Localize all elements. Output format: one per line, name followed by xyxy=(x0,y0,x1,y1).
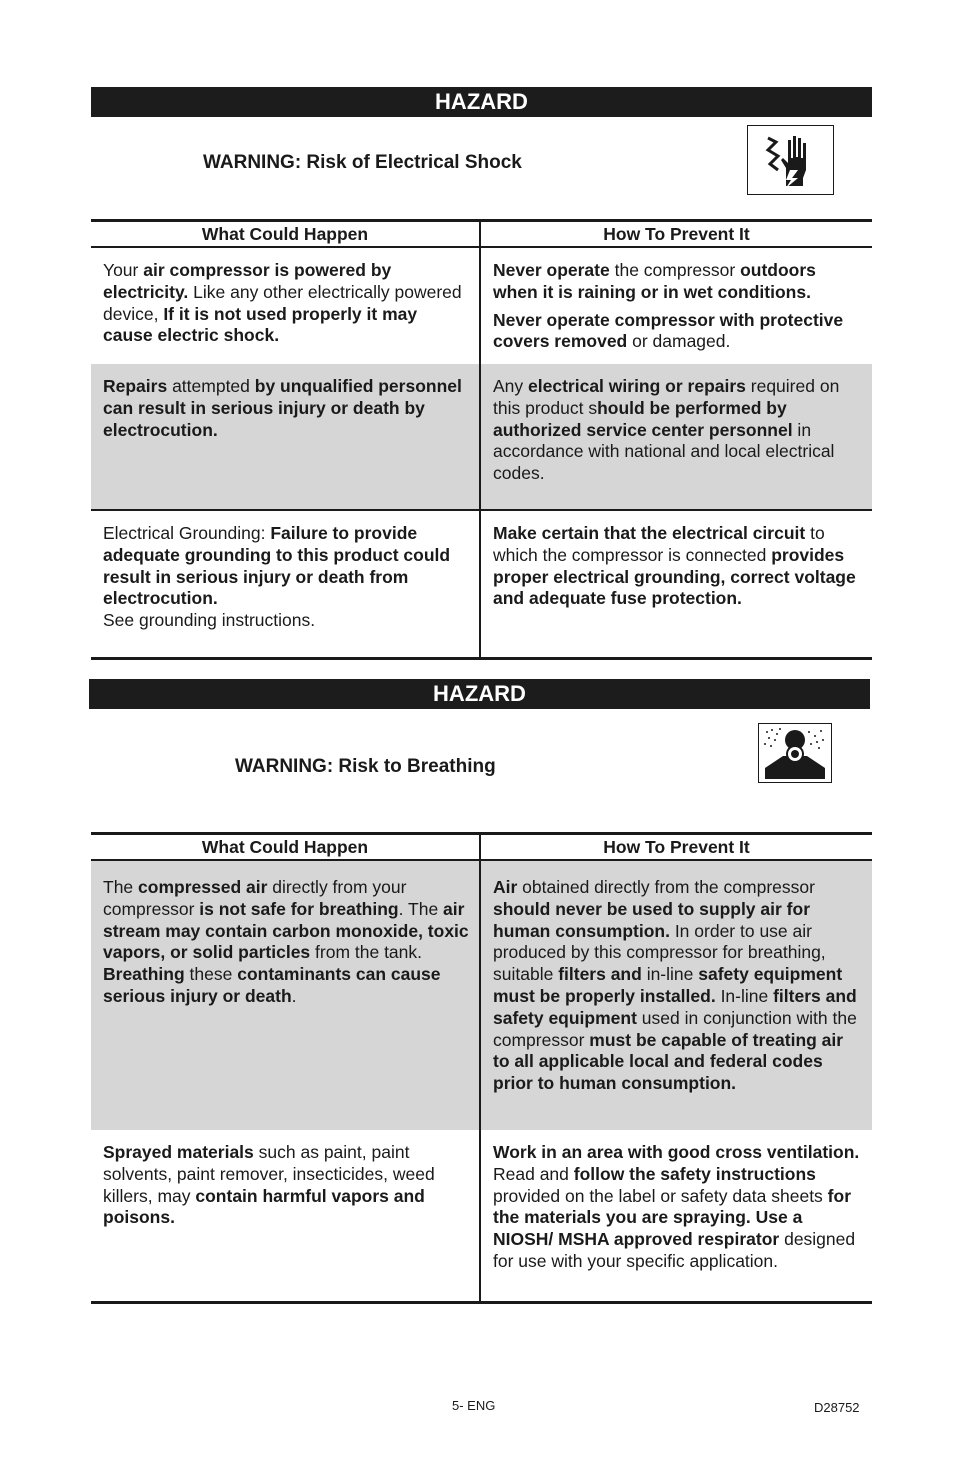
text-run: provided on the label or safety data sheets xyxy=(493,1185,828,1206)
bold-text-run: Air xyxy=(493,877,518,897)
prevent-para xyxy=(493,310,862,354)
happen-cell xyxy=(91,247,480,364)
hazard-banner-2: HAZARD xyxy=(89,679,870,709)
prevent-cell xyxy=(480,247,872,364)
bold-text-run: follow the safety instructions xyxy=(573,1163,816,1184)
text-run: Electrical Grounding: xyxy=(103,523,271,543)
bold-text-run: must be capable of treating air to all applicable local and federal codes prior to human consumption. xyxy=(493,1029,844,1094)
bold-text-run: by unqualified personnel can result in serious injury or death by electrocution. xyxy=(103,376,462,440)
page-number: 5- ENG xyxy=(452,1398,496,1413)
col-header-how-to-prevent: How To Prevent It xyxy=(480,834,872,861)
bold-text-run: Never operate compressor with protective covers removed xyxy=(493,309,844,352)
prevent-cell xyxy=(480,510,872,658)
respiratory-hazard-icon xyxy=(758,723,832,783)
col-header-what-could-happen: What Could Happen xyxy=(91,834,480,861)
text-run: designed for use with your specific application. xyxy=(493,1229,856,1271)
text-run: these xyxy=(184,964,238,985)
bold-text-run: Sprayed materials xyxy=(103,1142,254,1162)
text-run: Your xyxy=(103,260,144,280)
bold-text-run: filters and safety equipment xyxy=(493,985,857,1028)
text-run: The xyxy=(103,877,139,897)
bold-text-run: for the materials you are spraying. Use a NIOSH/ MSHA approved respirator xyxy=(493,1185,851,1250)
text-run: or damaged. xyxy=(627,331,731,352)
bold-text-run: air compressor is powered by electricity. xyxy=(103,260,392,302)
bold-text-run: outdoors when it is raining or in wet conditions. xyxy=(493,260,816,302)
text-run: Read and xyxy=(493,1163,574,1184)
happen-cell xyxy=(91,1130,480,1302)
bold-text-run: contaminants can cause serious injury or death xyxy=(103,964,441,1006)
electrical-shock-hand-icon xyxy=(747,125,834,195)
text-run: . The xyxy=(398,898,444,919)
text-run: Any xyxy=(493,376,529,396)
warning-electrical-shock: WARNING: Risk of Electrical Shock xyxy=(203,152,522,173)
text-run: obtained directly from the compressor xyxy=(517,877,815,897)
bold-text-run: should never be used to supply air for human consumption. xyxy=(493,898,810,941)
bold-text-run: Work in an area with good cross ventilation. xyxy=(493,1142,860,1162)
bold-text-run: compressed air xyxy=(138,877,268,897)
prevent-cell xyxy=(480,860,872,1130)
text-run: . xyxy=(291,985,297,1006)
text-run: In order to use air produced by this compressor for breathing, suitable xyxy=(493,920,826,985)
happen-cell xyxy=(91,364,480,510)
col-header-what-could-happen: What Could Happen xyxy=(91,221,480,248)
happen-cell xyxy=(91,860,480,1130)
bold-text-run: Never operate xyxy=(493,260,610,280)
text-run: in accordance with national and local electrical codes. xyxy=(493,419,835,484)
text-run: to which the compressor is connected xyxy=(493,523,825,565)
bold-text-run: If it is not used properly it may cause electric shock. xyxy=(103,303,418,346)
bold-text-run: provides proper electrical grounding, correct voltage and adequate fuse protection. xyxy=(493,544,856,609)
bold-text-run: hould be performed by authorized service center personnel xyxy=(493,397,793,440)
happen-note: See grounding instructions. xyxy=(103,610,316,631)
electrical-hazard-table xyxy=(91,219,872,660)
prevent-cell xyxy=(480,1130,872,1302)
text-run: such as paint, paint solvents, paint remover, insecticides, weed killers, may xyxy=(103,1142,435,1206)
col-header-how-to-prevent: How To Prevent It xyxy=(480,221,872,248)
bold-text-run: contain harmful vapors and poisons. xyxy=(103,1185,425,1228)
text-run: required on this product s xyxy=(493,376,840,418)
breathing-hazard-table xyxy=(91,832,872,1304)
bold-text-run: electrical wiring or repairs xyxy=(528,376,746,396)
text-run: directly from your compressor xyxy=(103,877,407,919)
document-code: D28752 xyxy=(814,1400,860,1415)
bold-text-run: Breathing xyxy=(103,964,185,985)
bold-text-run: Repairs xyxy=(103,376,168,396)
prevent-cell xyxy=(480,364,872,510)
prevent-para xyxy=(493,260,862,304)
bold-text-run: is not safe for breathing xyxy=(199,898,399,919)
happen-para xyxy=(103,523,469,610)
text-run: attempted xyxy=(167,376,255,396)
bold-text-run: Failure to provide adequate grounding to this product could result in serious injury or death from electrocution. xyxy=(103,523,451,609)
text-run: Like any other electrically powered device, xyxy=(103,281,462,324)
bold-text-run: Make certain that the electrical circuit xyxy=(493,523,806,543)
bold-text-run: air stream may contain carbon monoxide, toxic vapors, or solid particles xyxy=(103,898,469,963)
text-run: In-line xyxy=(715,985,774,1006)
text-run: from the tank. xyxy=(310,942,423,963)
text-run: the compressor xyxy=(609,260,741,280)
bold-text-run: filters and xyxy=(558,964,642,985)
warning-breathing: WARNING: Risk to Breathing xyxy=(235,756,496,777)
bold-text-run: safety equipment must be properly installed. xyxy=(493,964,843,1006)
text-run: used in conjunction with the compressor xyxy=(493,1007,857,1050)
happen-cell xyxy=(91,510,480,658)
text-run: in-line xyxy=(641,964,699,985)
hazard-banner-1: HAZARD xyxy=(91,87,872,117)
